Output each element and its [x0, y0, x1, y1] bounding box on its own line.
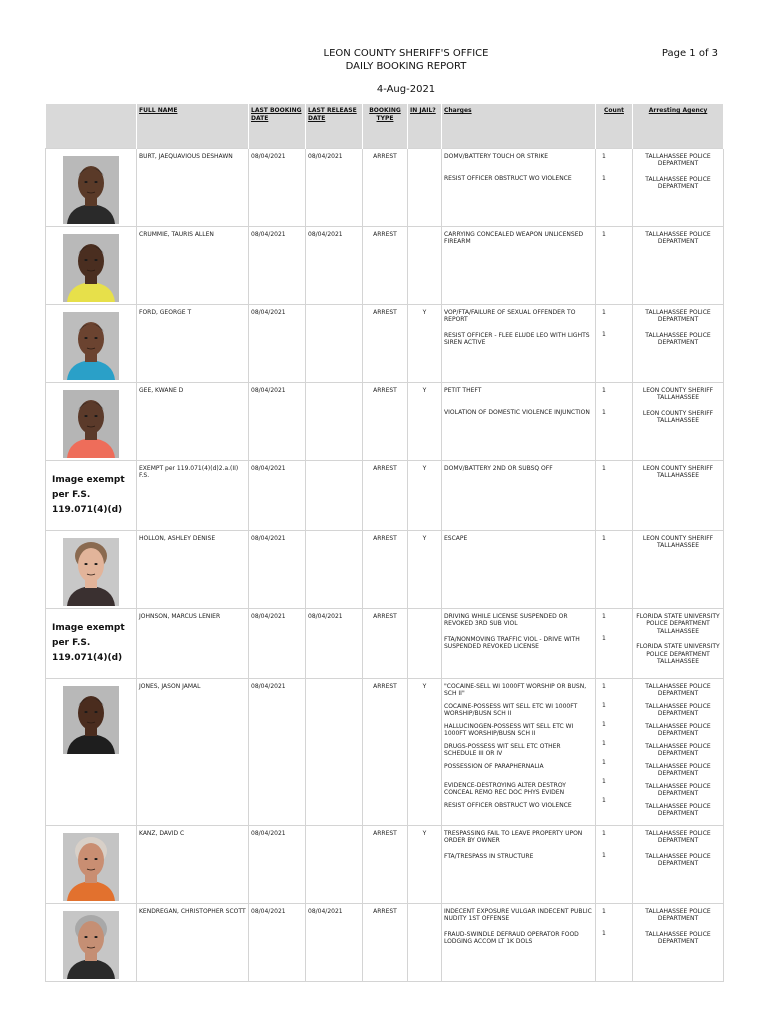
booking-type: ARREST [363, 530, 408, 608]
count-cell [596, 678, 633, 825]
report-date: 4-Aug-2021 [376, 84, 436, 95]
agency-cell [633, 530, 724, 608]
col-photo [46, 104, 137, 148]
charge-text: FTA/NONMOVING TRAFFIC VIOL - DRIVE WITH SUSPENDED REVOKED LICENSE [444, 635, 580, 650]
arresting-agency: LEON COUNTY SHERIFF TALLAHASSEE [642, 409, 714, 424]
col-count: Count [596, 104, 633, 148]
arresting-agency: FLORIDA STATE UNIVERSITY POLICE DEPARTMENT TALLAHASSEE [636, 612, 720, 635]
last-release-date [306, 460, 363, 530]
charge-count: 1 [602, 829, 606, 837]
in-jail: Y [408, 460, 442, 530]
in-jail [408, 903, 442, 981]
last-booking-date: 08/04/2021 [249, 304, 306, 382]
charge-text: PETIT THEFT [444, 386, 482, 394]
count-cell [596, 226, 633, 304]
mugshot-photo [63, 538, 119, 606]
last-release-date: 08/04/2021 [306, 226, 363, 304]
office-name: LEON COUNTY SHERIFF'S OFFICE [323, 48, 489, 59]
charge-text: CARRYING CONCEALED WEAPON UNLICENSED FIREARM [444, 230, 584, 245]
booking-row [46, 460, 724, 530]
charge-count: 1 [602, 739, 606, 747]
agency-cell [633, 304, 724, 382]
charge-count: 1 [602, 308, 606, 316]
arresting-agency: TALLAHASSEE POLICE DEPARTMENT [645, 802, 711, 817]
col-charges: Charges [442, 104, 596, 148]
last-release-date [306, 678, 363, 825]
charge-text: COCAINE-POSSESS WIT SELL ETC WI 1000FT WORSHIP/BUSN SCH II [444, 702, 578, 717]
mugshot-photo [63, 312, 119, 380]
last-booking-date: 08/04/2021 [249, 530, 306, 608]
charge-count: 1 [602, 634, 606, 642]
charge-count: 1 [602, 929, 606, 937]
booking-row [46, 825, 724, 903]
photo-cell [46, 903, 137, 981]
charge-text: FTA/TRESPASS IN STRUCTURE [444, 852, 534, 860]
charge-count: 1 [602, 386, 606, 394]
report-header [0, 48, 768, 108]
full-name: GEE, KWANE D [137, 382, 249, 460]
charge-text: EVIDENCE-DESTROYING ALTER DESTROY CONCEAL REMO REC DOC PHYS EVIDEN [444, 781, 566, 796]
image-exempt-notice: Image exempt per F.S. 119.071(4)(d) [52, 622, 125, 663]
agency-cell [633, 226, 724, 304]
charges-cell [442, 678, 596, 825]
last-release-date: 08/04/2021 [306, 608, 363, 678]
charge-text: TRESPASSING FAIL TO LEAVE PROPERTY UPON ORDER BY OWNER [444, 829, 583, 844]
booking-row [46, 903, 724, 981]
in-jail: Y [408, 825, 442, 903]
col-in-jail: IN JAIL? [408, 104, 442, 148]
booking-type: ARREST [363, 226, 408, 304]
full-name: EXEMPT per 119.071(4)(d)2.a.(II) F.S. [137, 460, 249, 530]
full-name: KENDREGAN, CHRISTOPHER SCOTT [137, 903, 249, 981]
charge-text: DOMV/BATTERY 2ND OR SUBSQ OFF [444, 464, 553, 472]
charges-cell [442, 530, 596, 608]
page-number: Page 1 of 3 [661, 48, 718, 59]
col-arresting-agency: Arresting Agency [633, 104, 724, 148]
charge-count: 1 [602, 464, 606, 472]
booking-row [46, 530, 724, 608]
charges-cell [442, 460, 596, 530]
arresting-agency: TALLAHASSEE POLICE DEPARTMENT [645, 742, 711, 757]
in-jail: Y [408, 304, 442, 382]
agency-cell [633, 825, 724, 903]
in-jail: Y [408, 382, 442, 460]
full-name: HOLLON, ASHLEY DENISE [137, 530, 249, 608]
arresting-agency: TALLAHASSEE POLICE DEPARTMENT [645, 682, 711, 697]
booking-type: ARREST [363, 825, 408, 903]
full-name: JOHNSON, MARCUS LENIER [137, 608, 249, 678]
arresting-agency: TALLAHASSEE POLICE DEPARTMENT [645, 930, 711, 945]
booking-row [46, 304, 724, 382]
charge-text: "COCAINE-SELL WI 1000FT WORSHIP OR BUSN, SCH II" [444, 682, 587, 697]
last-release-date: 08/04/2021 [306, 903, 363, 981]
booking-type: ARREST [363, 148, 408, 226]
charge-count: 1 [602, 230, 606, 238]
agency-cell [633, 608, 724, 678]
charges-cell [442, 608, 596, 678]
last-booking-date: 08/04/2021 [249, 226, 306, 304]
agency-cell [633, 678, 724, 825]
booking-row [46, 226, 724, 304]
charge-count: 1 [602, 907, 606, 915]
charges-cell [442, 226, 596, 304]
in-jail [408, 148, 442, 226]
mugshot-photo [63, 156, 119, 224]
booking-type: ARREST [363, 608, 408, 678]
charge-count: 1 [602, 851, 606, 859]
booking-row [46, 148, 724, 226]
charges-cell [442, 903, 596, 981]
last-release-date [306, 530, 363, 608]
photo-cell [46, 304, 137, 382]
last-booking-date: 08/04/2021 [249, 382, 306, 460]
agency-cell [633, 460, 724, 530]
agency-cell [633, 903, 724, 981]
charge-text: RESIST OFFICER - FLEE ELUDE LEO WITH LIGHTS SIREN ACTIVE [444, 331, 590, 346]
charge-text: DOMV/BATTERY TOUCH OR STRIKE [444, 152, 549, 160]
last-release-date [306, 825, 363, 903]
charge-text: DRUGS-POSSESS WIT SELL ETC OTHER SCHEDULE III OR IV [444, 742, 561, 757]
mugshot-photo [63, 686, 119, 754]
col-last-booking-date: LAST BOOKING DATE [249, 104, 306, 148]
last-booking-date: 08/04/2021 [249, 903, 306, 981]
charge-count: 1 [602, 174, 606, 182]
last-booking-date: 08/04/2021 [249, 678, 306, 825]
in-jail: Y [408, 530, 442, 608]
arresting-agency: TALLAHASSEE POLICE DEPARTMENT [645, 308, 711, 323]
booking-type: ARREST [363, 460, 408, 530]
booking-row [46, 678, 724, 825]
charge-text: FRAUD-SWINDLE DEFRAUD OPERATOR FOOD LODGING ACCOM LT 1K DOLS [444, 930, 579, 945]
last-booking-date: 08/04/2021 [249, 148, 306, 226]
last-release-date: 08/04/2021 [306, 148, 363, 226]
charge-text: RESIST OFFICER OBSTRUCT WO VIOLENCE [444, 801, 572, 809]
count-cell [596, 460, 633, 530]
col-booking-type: BOOKING TYPE [363, 104, 408, 148]
arresting-agency: TALLAHASSEE POLICE DEPARTMENT [645, 702, 711, 717]
full-name: JONES, JASON JAMAL [137, 678, 249, 825]
arresting-agency: TALLAHASSEE POLICE DEPARTMENT [645, 152, 711, 167]
charge-text: INDECENT EXPOSURE VULGAR INDECENT PUBLIC NUDITY 1ST OFFENSE [444, 907, 592, 922]
arresting-agency: TALLAHASSEE POLICE DEPARTMENT [645, 230, 711, 245]
charges-cell [442, 304, 596, 382]
arresting-agency: TALLAHASSEE POLICE DEPARTMENT [645, 829, 711, 844]
charge-count: 1 [602, 330, 606, 338]
charge-text: POSSESSION OF PARAPHERNALIA [444, 762, 544, 770]
last-booking-date: 08/04/2021 [249, 608, 306, 678]
table-header-row [46, 104, 724, 148]
full-name: FORD, GEORGE T [137, 304, 249, 382]
last-booking-date: 08/04/2021 [249, 460, 306, 530]
count-cell [596, 608, 633, 678]
charge-count: 1 [602, 720, 606, 728]
in-jail [408, 226, 442, 304]
photo-cell [46, 825, 137, 903]
charges-cell [442, 382, 596, 460]
arresting-agency: TALLAHASSEE POLICE DEPARTMENT [645, 175, 711, 190]
photo-cell [46, 226, 137, 304]
col-last-release-date: LAST RELEASE DATE [306, 104, 363, 148]
last-release-date [306, 382, 363, 460]
agency-cell [633, 148, 724, 226]
count-cell [596, 382, 633, 460]
charge-count: 1 [602, 758, 606, 766]
photo-cell [46, 678, 137, 825]
report-title: DAILY BOOKING REPORT [345, 61, 467, 72]
last-booking-date: 08/04/2021 [249, 825, 306, 903]
booking-type: ARREST [363, 678, 408, 825]
booking-table [45, 104, 724, 982]
charge-text: ESCAPE [444, 534, 468, 542]
arresting-agency: TALLAHASSEE POLICE DEPARTMENT [645, 782, 711, 797]
arresting-agency: TALLAHASSEE POLICE DEPARTMENT [645, 762, 711, 777]
count-cell [596, 148, 633, 226]
charge-text: DRIVING WHILE LICENSE SUSPENDED OR REVOKED 3RD SUB VIOL [444, 612, 568, 627]
photo-cell [46, 148, 137, 226]
mugshot-photo [63, 833, 119, 901]
charge-count: 1 [602, 612, 606, 620]
booking-row [46, 382, 724, 460]
full-name: CRUMMIE, TAURIS ALLEN [137, 226, 249, 304]
arresting-agency: LEON COUNTY SHERIFF TALLAHASSEE [642, 534, 714, 549]
arresting-agency: LEON COUNTY SHERIFF TALLAHASSEE [642, 464, 714, 479]
in-jail: Y [408, 678, 442, 825]
charge-text: VIOLATION OF DOMESTIC VIOLENCE INJUNCTION [444, 408, 590, 416]
charge-count: 1 [602, 682, 606, 690]
arresting-agency: TALLAHASSEE POLICE DEPARTMENT [645, 907, 711, 922]
charges-cell [442, 148, 596, 226]
agency-cell [633, 382, 724, 460]
last-release-date [306, 304, 363, 382]
image-exempt-notice: Image exempt per F.S. 119.071(4)(d) [52, 474, 125, 515]
photo-cell [46, 460, 137, 530]
in-jail [408, 608, 442, 678]
photo-cell [46, 608, 137, 678]
charge-count: 1 [602, 701, 606, 709]
charge-text: RESIST OFFICER OBSTRUCT WO VIOLENCE [444, 174, 572, 182]
booking-type: ARREST [363, 304, 408, 382]
count-cell [596, 304, 633, 382]
arresting-agency: LEON COUNTY SHERIFF TALLAHASSEE [642, 386, 714, 401]
col-full-name: FULL NAME [137, 104, 249, 148]
booking-type: ARREST [363, 382, 408, 460]
arresting-agency: TALLAHASSEE POLICE DEPARTMENT [645, 722, 711, 737]
mugshot-photo [63, 234, 119, 302]
booking-row [46, 608, 724, 678]
arresting-agency: TALLAHASSEE POLICE DEPARTMENT [645, 331, 711, 346]
booking-type: ARREST [363, 903, 408, 981]
charge-text: VOP/FTA/FAILURE OF SEXUAL OFFENDER TO REPORT [444, 308, 576, 323]
photo-cell [46, 382, 137, 460]
charge-count: 1 [602, 796, 606, 804]
photo-cell [46, 530, 137, 608]
charge-text: HALLUCINOGEN-POSSESS WIT SELL ETC WI 1000FT WORSHIP/BUSN SCH II [444, 722, 574, 737]
charges-cell [442, 825, 596, 903]
arresting-agency: FLORIDA STATE UNIVERSITY POLICE DEPARTMENT TALLAHASSEE [636, 643, 720, 665]
count-cell [596, 903, 633, 981]
count-cell [596, 530, 633, 608]
charge-count: 1 [602, 777, 606, 785]
charge-count: 1 [602, 408, 606, 416]
count-cell [596, 825, 633, 903]
charge-count: 1 [602, 152, 606, 160]
full-name: KANZ, DAVID C [137, 825, 249, 903]
charge-count: 1 [602, 534, 606, 542]
mugshot-photo [63, 390, 119, 458]
full-name: BURT, JAEQUAVIOUS DESHAWN [137, 148, 249, 226]
mugshot-photo [63, 911, 119, 979]
arresting-agency: TALLAHASSEE POLICE DEPARTMENT [645, 852, 711, 867]
